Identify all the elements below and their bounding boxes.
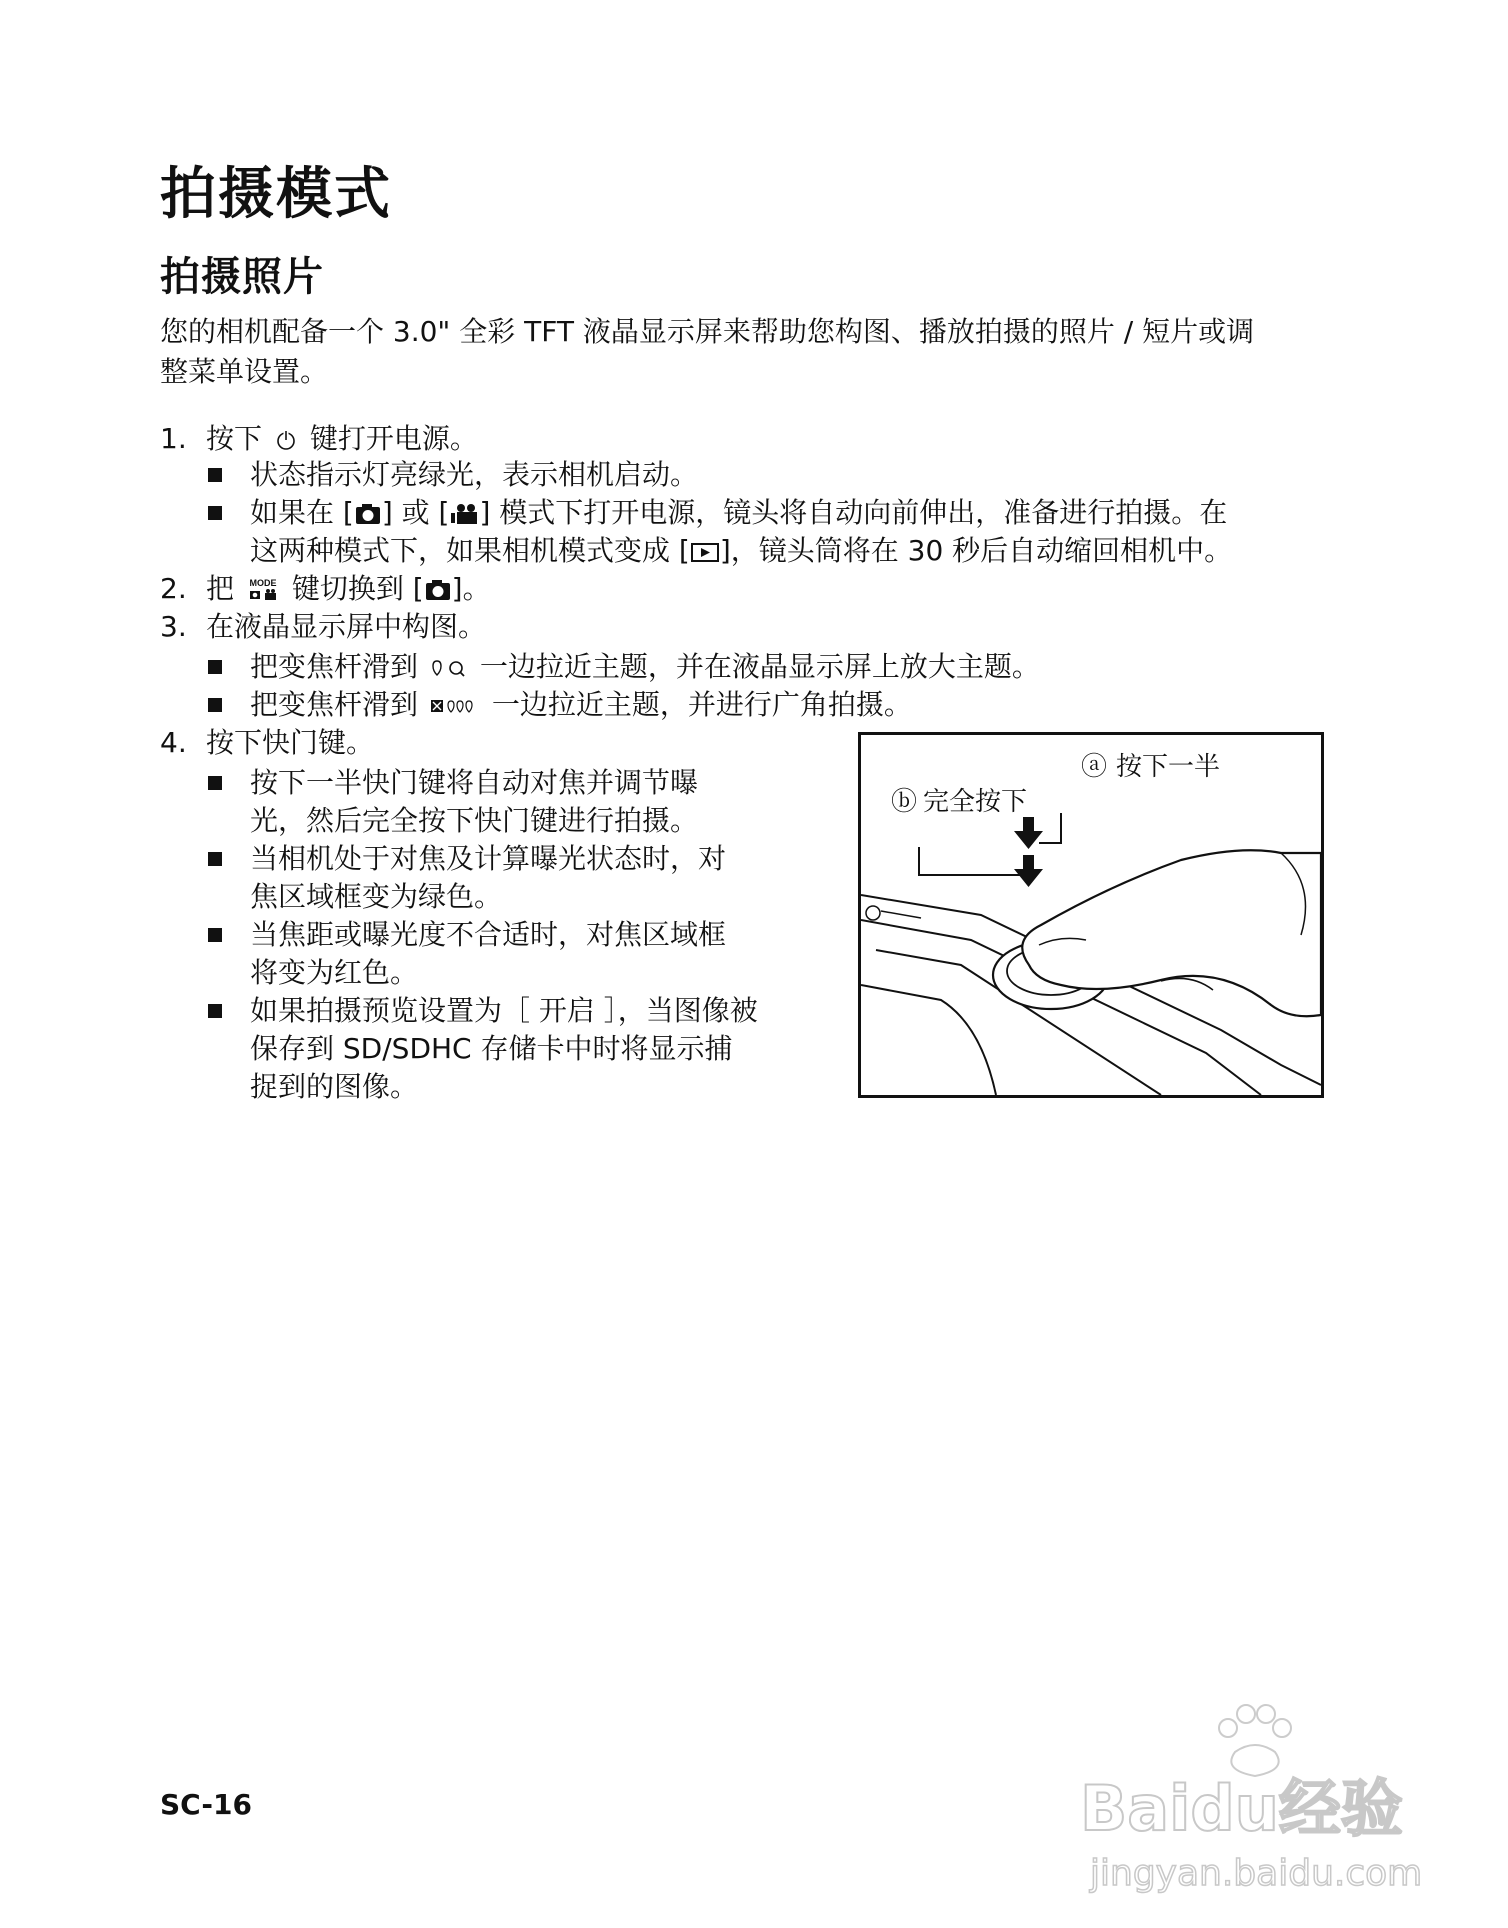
step-4-bullet-1-line-1: 按下一半快门键将自动对焦并调节曝 <box>250 766 699 799</box>
step-4-bullet-4-line-1: 如果拍摄预览设置为［ 开启 ］，当图像被 <box>250 994 758 1027</box>
step-3-text: 在液晶显示屏中构图。 <box>206 610 487 643</box>
bullet-square <box>208 776 222 790</box>
shutter-drawing <box>861 735 1321 1095</box>
step-4-number: 4. <box>160 726 187 759</box>
section-title: 拍摄照片 <box>160 254 324 300</box>
step-1-text: 按下 键打开电源。 <box>206 422 478 455</box>
bullet-square <box>208 1004 222 1018</box>
watermark-brand: Baidu经验 <box>1080 1772 1403 1845</box>
baidu-watermark <box>1060 1700 1440 1900</box>
step-3-bullet-2: 把变焦杆滑到 一边拉近主题，并进行广角拍摄。 <box>250 688 912 721</box>
watermark-drawing <box>1060 1700 1440 1900</box>
intro-paragraph <box>160 312 1350 392</box>
bullet-square <box>208 928 222 942</box>
label-half-press: 按下一半 <box>1116 752 1221 782</box>
step-3-bullet-1: 把变焦杆滑到 一边拉近主题，并在液晶显示屏上放大主题。 <box>250 650 1040 683</box>
step-4-text: 按下快门键。 <box>206 726 375 759</box>
svg-text:MODE: MODE <box>249 578 277 588</box>
step-4-bullet-4-line-2: 保存到 SD/SDHC 存储卡中时将显示捕 <box>250 1032 733 1065</box>
bullet-square <box>208 506 222 520</box>
step-3-number: 3. <box>160 610 187 643</box>
page-number: SC-16 <box>160 1788 252 1821</box>
label-full-press: 完全按下 <box>923 787 1028 817</box>
movie-camera-icon <box>449 502 479 526</box>
step-4-bullet-3-line-2: 将变为红色。 <box>250 956 419 989</box>
intro-line-1: 您的相机配备一个 3.0" 全彩 TFT 液晶显示屏来帮助您构图、播放拍摄的照片 / 短片或调 <box>160 315 1255 348</box>
zoom-tele-icon <box>427 655 471 681</box>
step-1-number: 1. <box>160 422 187 455</box>
step-2-number: 2. <box>160 572 187 605</box>
label-b-marker: ⓑ <box>891 787 918 817</box>
step-2-text: 把 MODE 键切换到 [ ]。 <box>206 572 491 605</box>
bullet-square <box>208 852 222 866</box>
bullet-square <box>208 468 222 482</box>
camera-icon <box>354 502 382 526</box>
label-a-marker: ⓐ <box>1081 752 1108 782</box>
step-4-bullet-1-line-2: 光，然后完全按下快门键进行拍摄。 <box>250 804 699 837</box>
bullet-square <box>208 698 222 712</box>
page-title: 拍摄模式 <box>160 162 392 227</box>
camera-icon <box>424 578 452 602</box>
step-1-bullet-2: 如果在 [ ] 或 [ ] 模式下打开电源，镜头将自动向前伸出，准备进行拍摄。在 <box>250 496 1228 529</box>
step-1-bullet-2-line-2: 这两种模式下，如果相机模式变成 [ ]，镜头筒将在 30 秒后自动缩回相机中。 <box>250 534 1233 567</box>
step-4-bullet-4-line-3: 捉到的图像。 <box>250 1070 419 1103</box>
shutter-illustration <box>858 732 1324 1098</box>
step-4-bullet-3-line-1: 当焦距或曝光度不合适时，对焦区域框 <box>250 918 727 951</box>
zoom-wide-icon <box>427 693 483 719</box>
bullet-square <box>208 660 222 674</box>
playback-icon <box>690 540 720 564</box>
mode-button-icon <box>243 575 283 605</box>
intro-line-2: 整菜单设置。 <box>160 355 329 388</box>
step-4-bullet-2-line-1: 当相机处于对焦及计算曝光状态时，对 <box>250 842 727 875</box>
watermark-url: jingyan.baidu.com <box>1090 1853 1423 1894</box>
step-1-bullet-1: 状态指示灯亮绿光，表示相机启动。 <box>250 458 699 491</box>
power-icon <box>271 425 301 455</box>
step-4-bullet-2-line-2: 焦区域框变为绿色。 <box>250 880 503 913</box>
